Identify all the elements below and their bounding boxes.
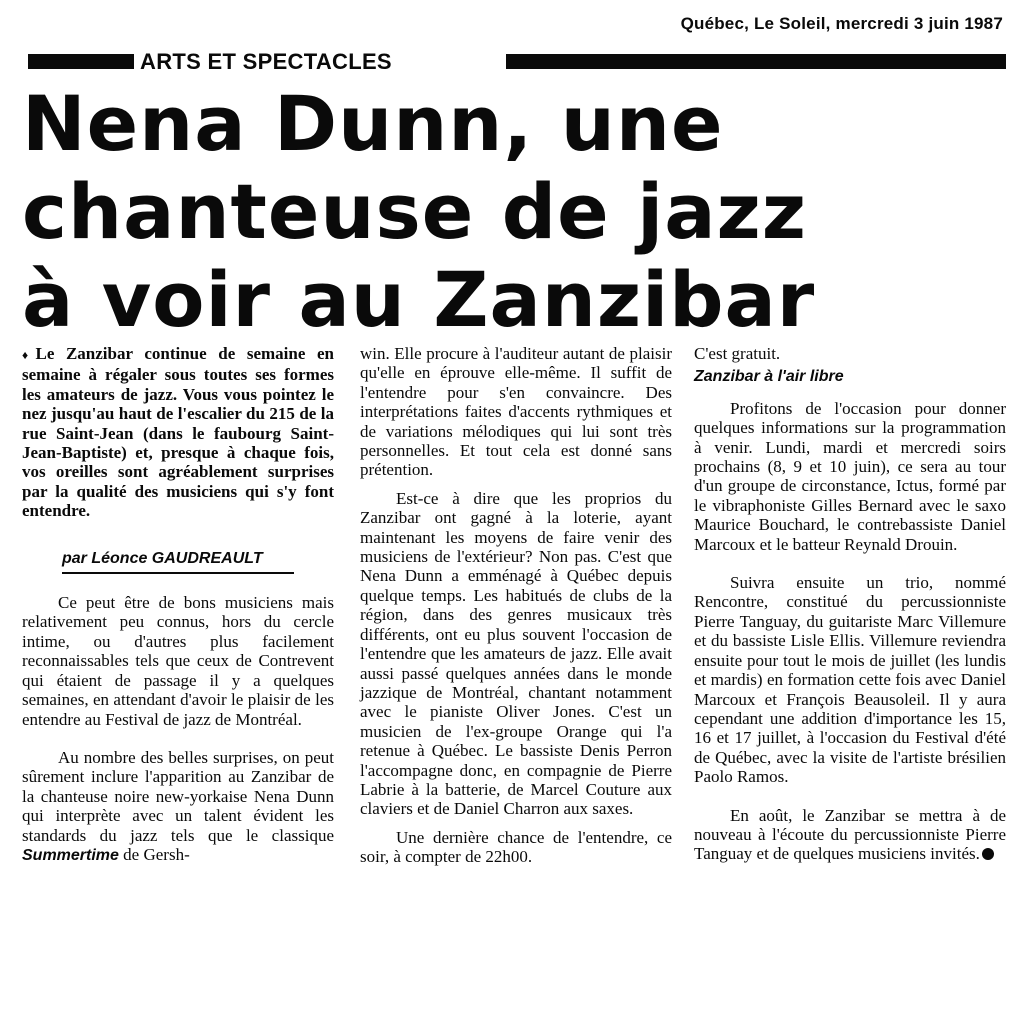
- article-column-3: [694, 344, 1006, 864]
- paragraph-text: En août, le Zanzibar se mettra à de nouveau à l'écoute du percussionniste Pierre Tanguay et de quelques musiciens invités.: [694, 805, 1006, 864]
- byline-box: [62, 549, 294, 574]
- section-label: ARTS ET SPECTACLES: [140, 49, 392, 74]
- headline-line-2: chanteuse de jazz: [22, 167, 807, 256]
- bullet-diamond-icon: ♦: [22, 348, 36, 362]
- dateline: Québec, Le Soleil, mercredi 3 juin 1987: [680, 14, 1003, 33]
- section-rule-left: [28, 54, 134, 69]
- headline: [22, 80, 1012, 344]
- paragraph: Est-ce à dire que les proprios du Zanzibar ont gagné à la loterie, ayant maintenant les moyens de faire venir des musiciens de l'extérieur? Non pas. C'est que Nena Dunn a emménagé à Québec depuis quelque temps. Les habitués de clubs de la région, dans des genres musicaux très différents, ont eu plus souvent l'occasion de l'entendre que les amateurs de jazz. Elle avait aussi passé quelques années dans le monde jazzique de Montréal, chantant notamment avec le pianiste Oliver Jones. C'est un musicien de l'ex-groupe Orange qui l'a retenue à Québec. Le bassiste Denis Perron l'accompagne donc, en compagnie de Pierre Labrie à la batterie, de Marcel Couture aux claviers et de Daniel Charron aux saxes.: [360, 488, 672, 819]
- paragraph: [694, 806, 1006, 864]
- paragraph: win. Elle procure à l'auditeur autant de plaisir qu'elle en éprouve elle-même. Il suffit de l'entendre pour s'en convaincre. Des interprétations faites d'accents rythmiques et de variations mélodiques qui lui sont très personnelles. Et tout cela est donné sans prétention.: [360, 344, 672, 480]
- paragraph: C'est gratuit.: [694, 344, 781, 363]
- lead-text: Le Zanzibar continue de semaine en semaine à régaler sous toutes ses formes les amateurs de jazz. Vous vous pointez le nez jusqu'au haut de l'escalier du 215 de la rue Saint-Jean (dans le faubourg Saint-Jean-Baptiste) et, presque à chaque fois, vos oreilles sont agréablement surprises par la qualité des musiciens qui s'y font entendre.: [22, 344, 335, 521]
- lead-paragraph: [22, 344, 334, 521]
- paragraph: Une dernière chance de l'entendre, ce soir, à compter de 22h00.: [360, 827, 672, 867]
- paragraph: [22, 748, 334, 865]
- paragraph: Ce peut être de bons musiciens mais relativement peu connus, hors du cercle intime, ou d'autres plus facilement reconnaissables tels que ceux de Contrevent qui étaient de passage il y a quelques semaines, en attendant d'avoir le plaisir de les entendre au Festival de jazz de Montréal.: [22, 593, 334, 729]
- paragraph-text-end: de Gersh-: [123, 844, 190, 864]
- paragraph-text: Au nombre des belles surprises, on peut sûrement inclure l'apparition au Zanzibar de la chanteuse noire new-yorkaise Nena Dunn qui interprète avec un talent évident les standards du jazz tels que le classique: [22, 747, 334, 845]
- section-rule-right: [506, 54, 1006, 69]
- byline: par Léonce GAUDREAULT: [62, 549, 294, 574]
- subheading: Zanzibar à l'air libre: [694, 368, 844, 386]
- song-title: Summertime: [22, 846, 119, 864]
- headline-line-3: à voir au Zanzibar: [22, 255, 816, 344]
- section-header: [28, 50, 1006, 74]
- end-mark-icon: [982, 848, 994, 860]
- paragraph: Suivra ensuite un trio, nommé Rencontre, constitué du percussionniste Pierre Tanguay, du guitariste Marc Villemure et du bassiste Lisle Ellis. Villemure reviendra ensuite pour tout le mois de juillet (les lundis et mardis) en formation cette fois avec Daniel Marcoux et François Beausoleil. Il y aura cependant une addition d'importance les 15, 16 et 17 juillet, à l'occasion du Festival d'été de Québec, avec la visite de l'artiste brésilien Paolo Ramos.: [694, 573, 1006, 787]
- headline-line-1: Nena Dunn, une: [22, 79, 724, 168]
- paragraph: Profitons de l'occasion pour donner quelques informations sur la programmation à venir. Lundi, mardi et mercredi soirs prochains (8, 9 et 10 juin), ce sera au tour d'un groupe de circonstance, Ictus, formé par le vibraphoniste Gilles Bernard avec le saxo Maurice Bouchard, le contrebassiste Daniel Marcoux et le batteur Reynald Drouin.: [694, 398, 1006, 554]
- article-column-2: [360, 344, 672, 867]
- article-column-1: [22, 344, 334, 865]
